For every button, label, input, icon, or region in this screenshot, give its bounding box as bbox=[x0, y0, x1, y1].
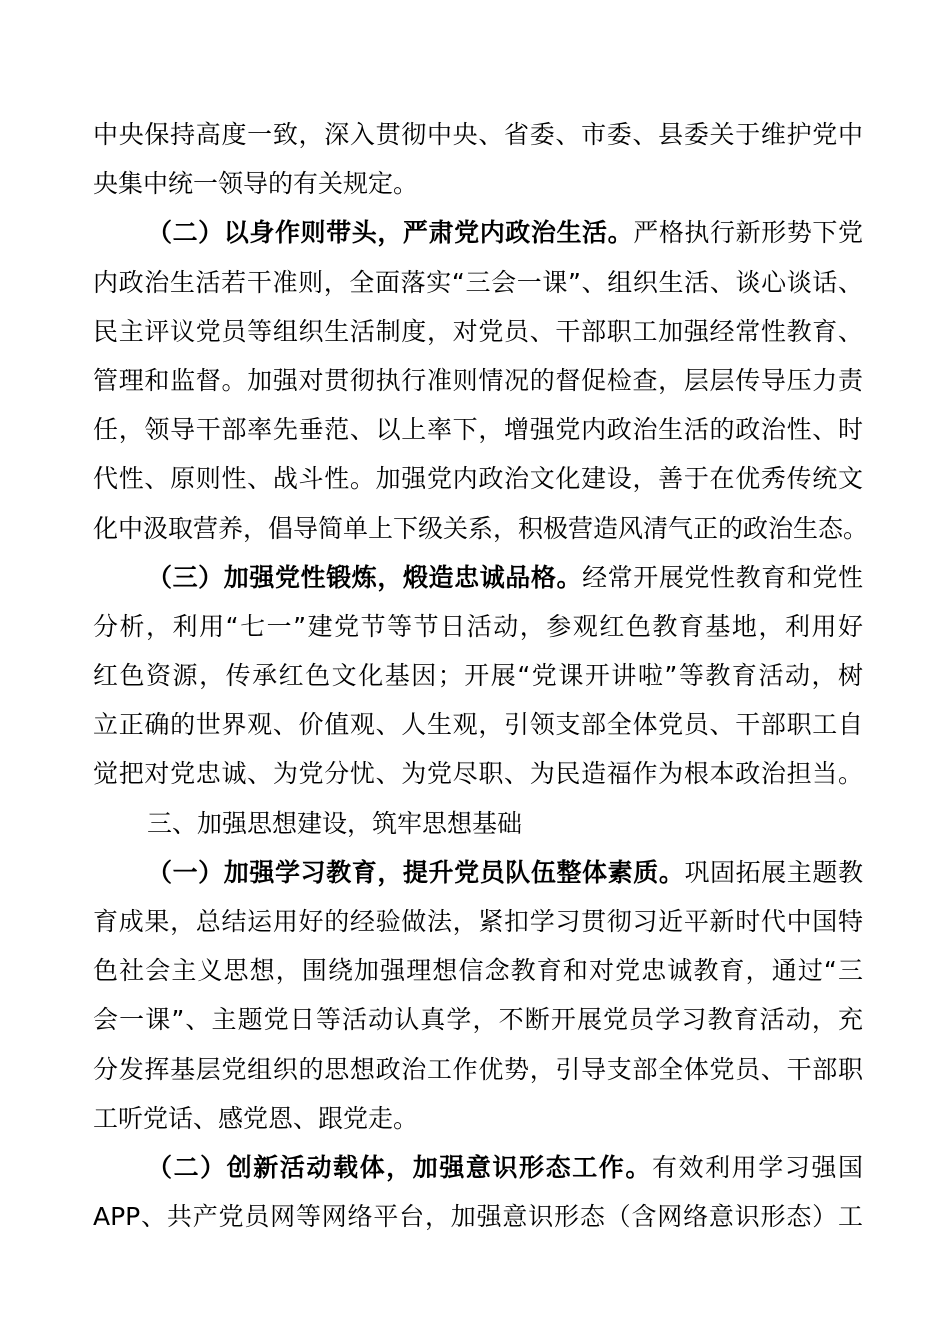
paragraph-3-text: 经常开展党性教育和党性 bbox=[582, 562, 863, 592]
paragraph-2-heading: （二）以身作则带头，严肃党内政治生活。 bbox=[147, 218, 634, 248]
paragraph-2-line-7: 化中汲取营养，倡导简单上下级关系，积极营造风清气正的政治生态。 bbox=[93, 513, 869, 543]
paragraph-2-line-3: 民主评议党员等组织生活制度，对党员、干部职工加强经常性教育、 bbox=[93, 316, 863, 346]
paragraph-4-line-5: 分发挥基层党组织的思想政治工作优势，引导支部全体党员、干部职 bbox=[93, 1054, 863, 1084]
paragraph-2-line-5: 任，领导干部率先垂范、以上率下，增强党内政治生活的政治性、时 bbox=[93, 415, 863, 445]
paragraph-1-line-1: 中央保持高度一致，深入贯彻中央、省委、市委、县委关于维护党中 bbox=[93, 120, 863, 149]
document-body bbox=[93, 110, 869, 1241]
paragraph-3-line-2: 分析，利用“七一”建党节等节日活动，参观红色教育基地，利用好 bbox=[93, 611, 863, 641]
paragraph-5-line-1 bbox=[93, 1143, 863, 1192]
paragraph-4-line-1 bbox=[93, 848, 863, 897]
paragraph-3-line-1 bbox=[93, 553, 863, 602]
paragraph-3-heading: （三）加强党性锻炼，煅造忠诚品格。 bbox=[147, 562, 583, 592]
paragraph-3-line-3: 红色资源，传承红色文化基因；开展“党课开讲啦”等教育活动，树 bbox=[93, 661, 863, 691]
paragraph-4-line-3: 色社会主义思想，围绕加强理想信念教育和对党忠诚教育，通过“三 bbox=[93, 956, 863, 986]
paragraph-2-text: 严格执行新形势下党 bbox=[633, 218, 863, 248]
paragraph-4-text: 巩固拓展主题教 bbox=[684, 857, 863, 887]
section-heading: 三、加强思想建设，筑牢思想基础 bbox=[147, 808, 523, 838]
paragraph-2-line-1 bbox=[93, 208, 863, 257]
paragraph-1-line-2: 央集中统一领导的有关规定。 bbox=[93, 169, 419, 199]
paragraph-2-line-6: 代性、原则性、战斗性。加强党内政治文化建设，善于在优秀传统文 bbox=[93, 464, 863, 494]
paragraph-5-heading: （二）创新活动载体，加强意识形态工作。 bbox=[147, 1152, 652, 1182]
paragraph-4-heading: （一）加强学习教育，提升党员队伍整体素质。 bbox=[147, 857, 685, 887]
paragraph-4-line-6: 工听党话、感党恩、跟党走。 bbox=[93, 1103, 419, 1133]
paragraph-2-line-4: 管理和监督。加强对贯彻执行准则情况的督促检查，层层传导压力责 bbox=[93, 365, 863, 395]
paragraph-4-line-4: 会一课”、主题党日等活动认真学，不断开展党员学习教育活动，充 bbox=[93, 1005, 863, 1035]
paragraph-3-line-5: 觉把对党忠诚、为党分忧、为党尽职、为民造福作为根本政治担当。 bbox=[93, 759, 863, 789]
paragraph-2-line-2: 内政治生活若干准则，全面落实“三会一课”、组织生活、谈心谈话、 bbox=[93, 267, 863, 297]
paragraph-5-text: 有效利用学习强国 bbox=[651, 1152, 863, 1182]
paragraph-3-line-4: 立正确的世界观、价值观、人生观，引领支部全体党员、干部职工自 bbox=[93, 710, 863, 740]
paragraph-4-line-2: 育成果，总结运用好的经验做法，紧扣学习贯彻习近平新时代中国特 bbox=[93, 907, 863, 936]
paragraph-5-line-2: APP、共产党员网等网络平台，加强意识形态（含网络意识形态）工 bbox=[93, 1202, 863, 1232]
